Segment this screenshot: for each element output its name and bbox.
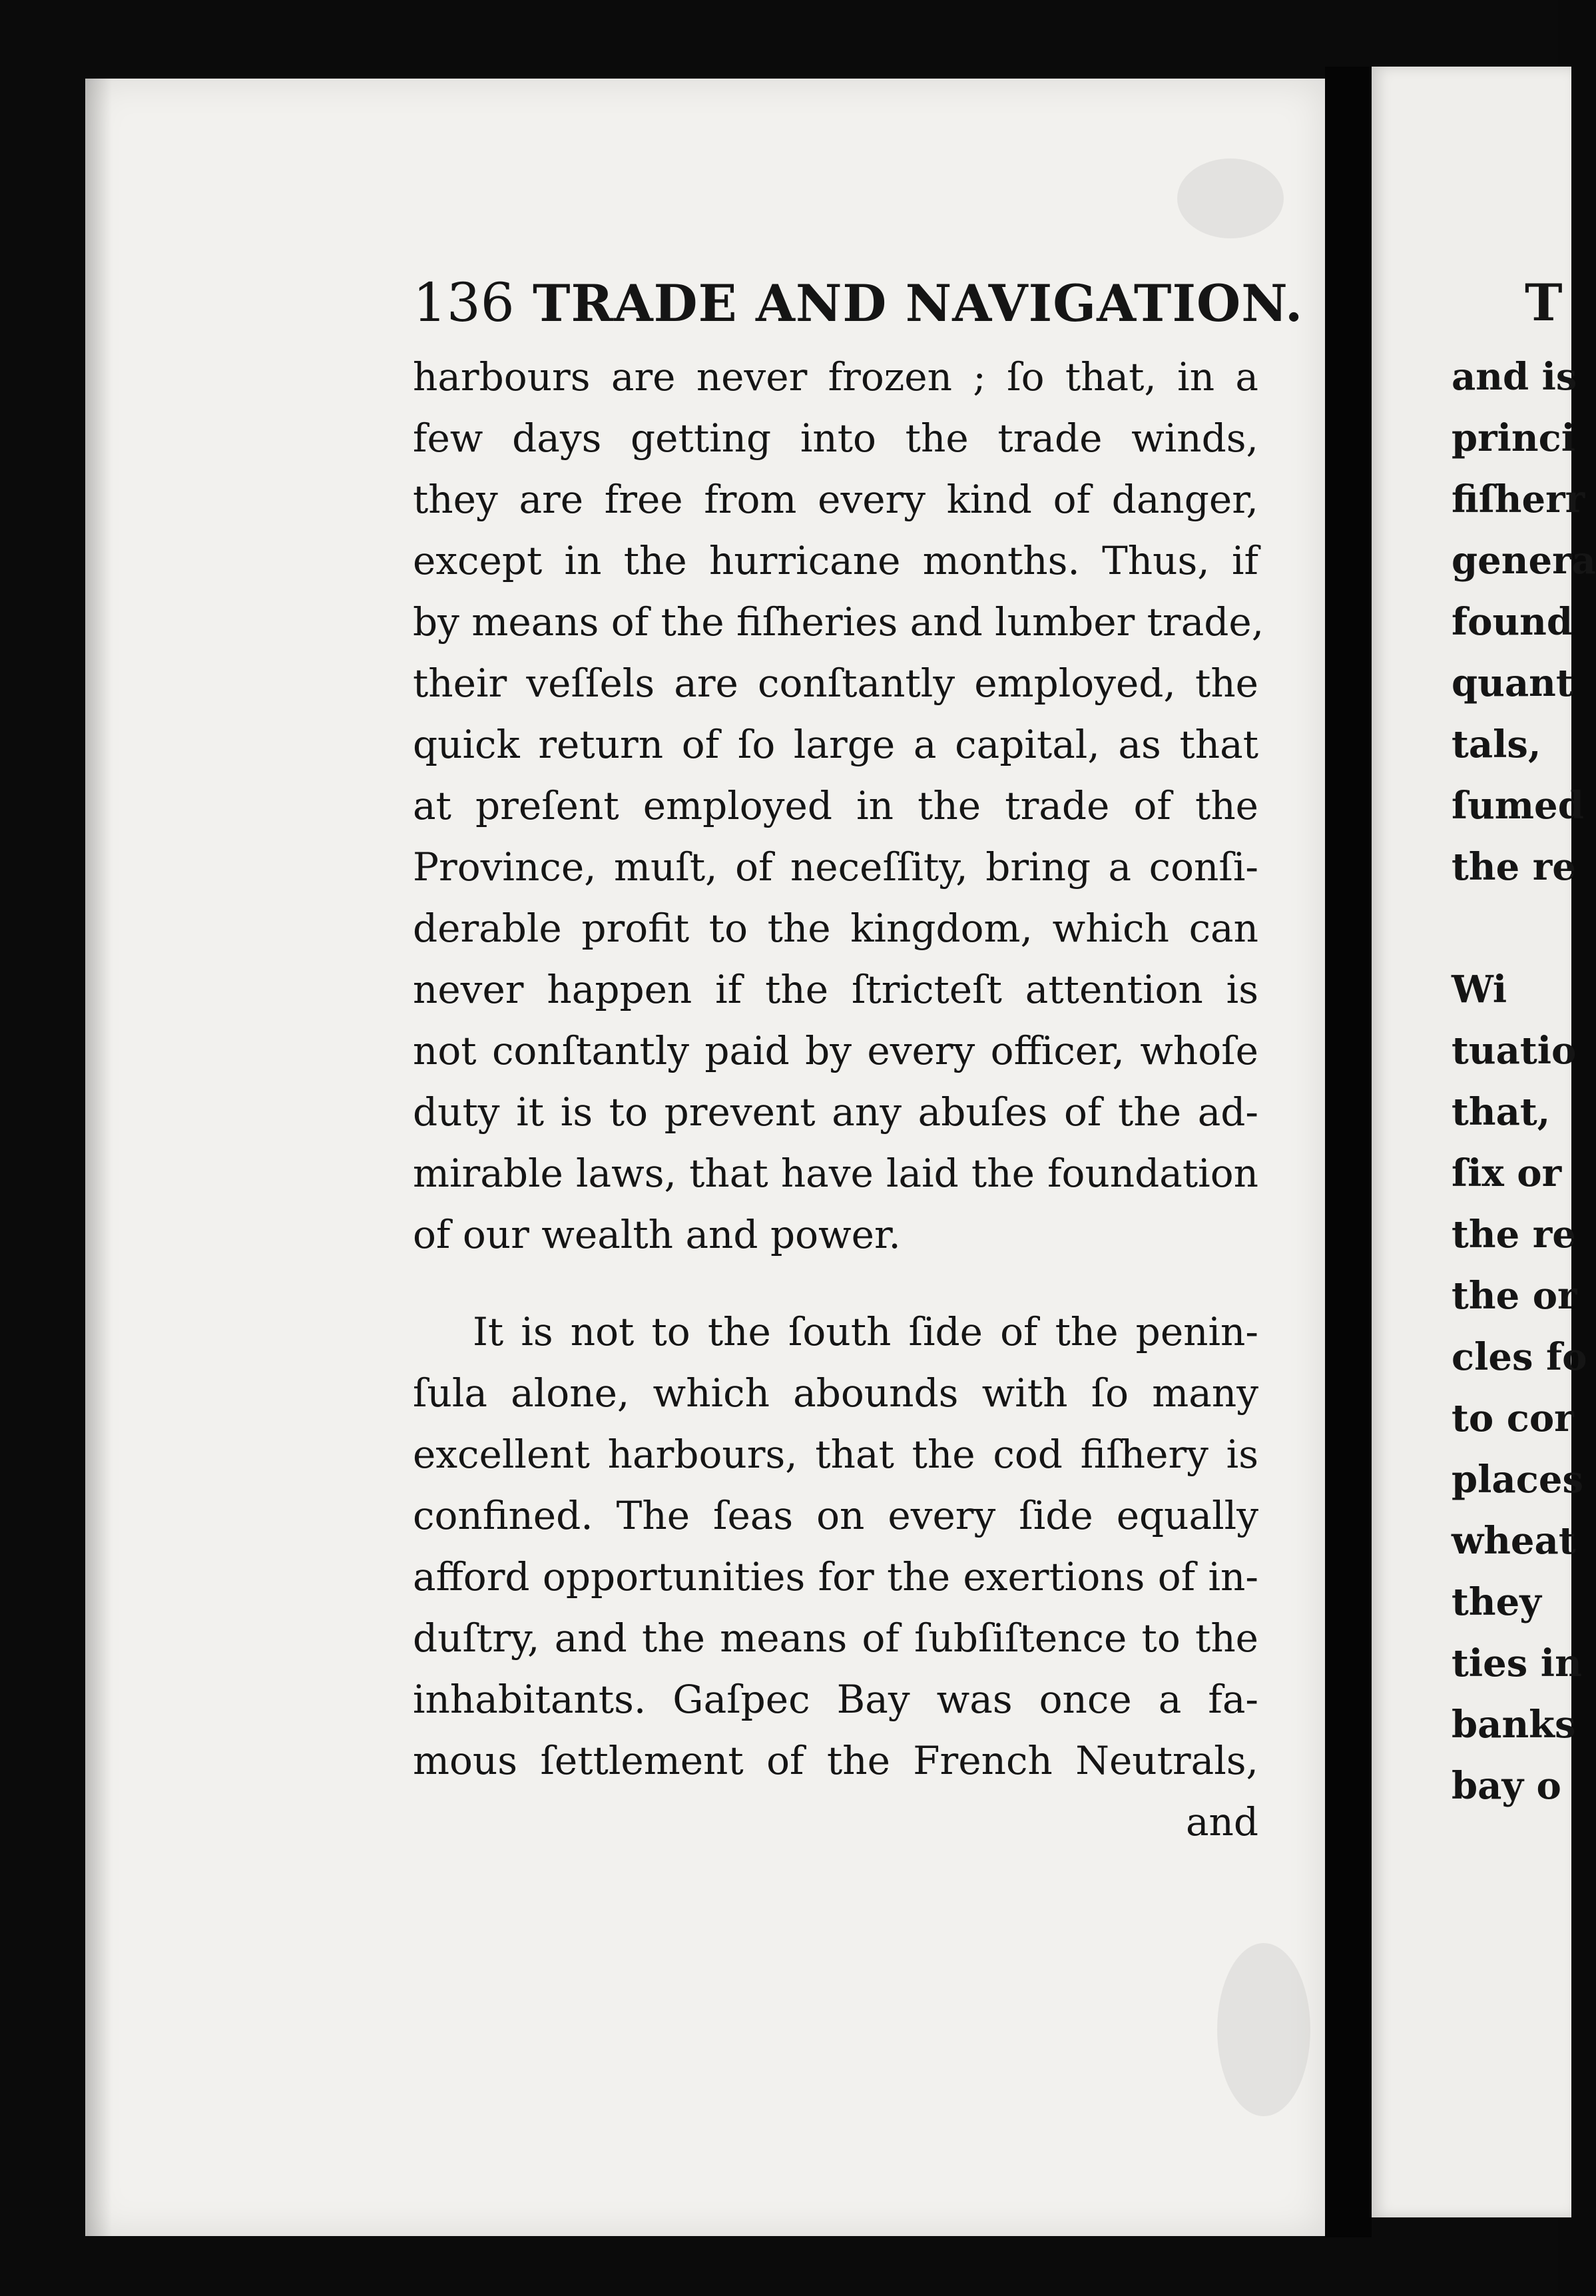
text-line: afford opportunities for the exertions of in- <box>413 1554 1258 1599</box>
text-line: quant <box>1452 661 1573 705</box>
running-head <box>413 266 1304 340</box>
text-line: tuatio <box>1452 1029 1577 1073</box>
text-line: of our wealth and power. <box>413 1212 901 1257</box>
right-running-head-fragment: T <box>1525 273 1563 332</box>
text-line: cles fo <box>1452 1335 1587 1379</box>
text-line: found <box>1452 600 1573 644</box>
text-line: the or <box>1452 1274 1577 1318</box>
paragraph-1 <box>413 346 1264 1265</box>
text-line: by means of the fiſheries and lumber trade, <box>413 599 1264 645</box>
page-stain <box>1217 1943 1310 2116</box>
text-line: ties in <box>1452 1641 1582 1685</box>
text-line: mous ſettlement of the French Neutrals, <box>413 1738 1258 1783</box>
text-line: bay o <box>1452 1764 1561 1808</box>
text-line: quick return of ſo large a capital, as that <box>413 722 1258 767</box>
text-line: they <box>1452 1580 1541 1624</box>
right-page-text-fragment <box>1452 346 1596 1817</box>
text-line: derable profit to the kingdom, which can <box>413 906 1258 951</box>
text-line: harbours are never frozen ; ſo that, in a <box>413 354 1258 400</box>
text-line: to cor <box>1452 1396 1574 1440</box>
text-line: It is not to the ſouth ſide of the penin- <box>473 1309 1258 1354</box>
text-line: not conſtantly paid by every officer, whoſe <box>413 1028 1258 1073</box>
running-title: TRADE AND NAVIGATION. <box>533 274 1304 333</box>
text-line: places <box>1452 1458 1583 1502</box>
text-column <box>413 346 1264 1853</box>
paragraph-2 <box>413 1301 1258 1853</box>
text-line: they are free from every kind of danger, <box>413 477 1258 522</box>
text-line: princi <box>1452 416 1576 460</box>
text-line: at preſent employed in the trade of the <box>413 783 1258 828</box>
paragraph-gap <box>413 1265 1258 1301</box>
text-line: few days getting into the trade winds, <box>413 416 1258 461</box>
page-number: 136 <box>413 272 515 334</box>
book-gutter <box>1325 67 1372 2237</box>
page-stain <box>1177 158 1284 238</box>
text-line: mirable laws, that have laid the foundation <box>413 1151 1258 1196</box>
text-line: ſix or <box>1452 1151 1562 1195</box>
text-line: tals, <box>1452 722 1541 766</box>
text-line: never happen if the ſtricteſt attention is <box>413 967 1258 1012</box>
text-line: Province, muſt, of neceſſity, bring a conſi- <box>413 844 1258 890</box>
text-line: banks <box>1452 1703 1576 1747</box>
text-line: that, <box>1452 1090 1551 1134</box>
text-line: their veſſels are conſtantly employed, the <box>413 661 1258 706</box>
text-line: duſtry, and the means of ſubſiſtence to the <box>413 1615 1258 1661</box>
text-line <box>1452 898 1585 959</box>
text-line: excellent harbours, that the cod fiſhery is <box>413 1432 1258 1477</box>
catchword: and <box>1185 1799 1258 1845</box>
text-line: except in the hurricane months. Thus, if <box>413 538 1258 583</box>
text-line: genera <box>1452 539 1596 583</box>
text-line: inhabitants. Gaſpec Bay was once a fa- <box>413 1677 1258 1722</box>
text-line: fiſherr <box>1452 477 1585 521</box>
text-line: wheat <box>1452 1519 1576 1563</box>
text-line: the re <box>1452 1213 1576 1257</box>
text-line: confined. The ſeas on every ſide equally <box>413 1493 1258 1538</box>
text-line: Wi <box>1452 968 1507 1011</box>
text-line: duty it is to prevent any abuſes of the ad- <box>413 1089 1258 1135</box>
text-line: and is <box>1452 355 1577 399</box>
text-line: ſula alone, which abounds with ſo many <box>413 1370 1258 1416</box>
text-line: the re <box>1452 845 1576 889</box>
text-line: ſumed <box>1452 784 1584 828</box>
